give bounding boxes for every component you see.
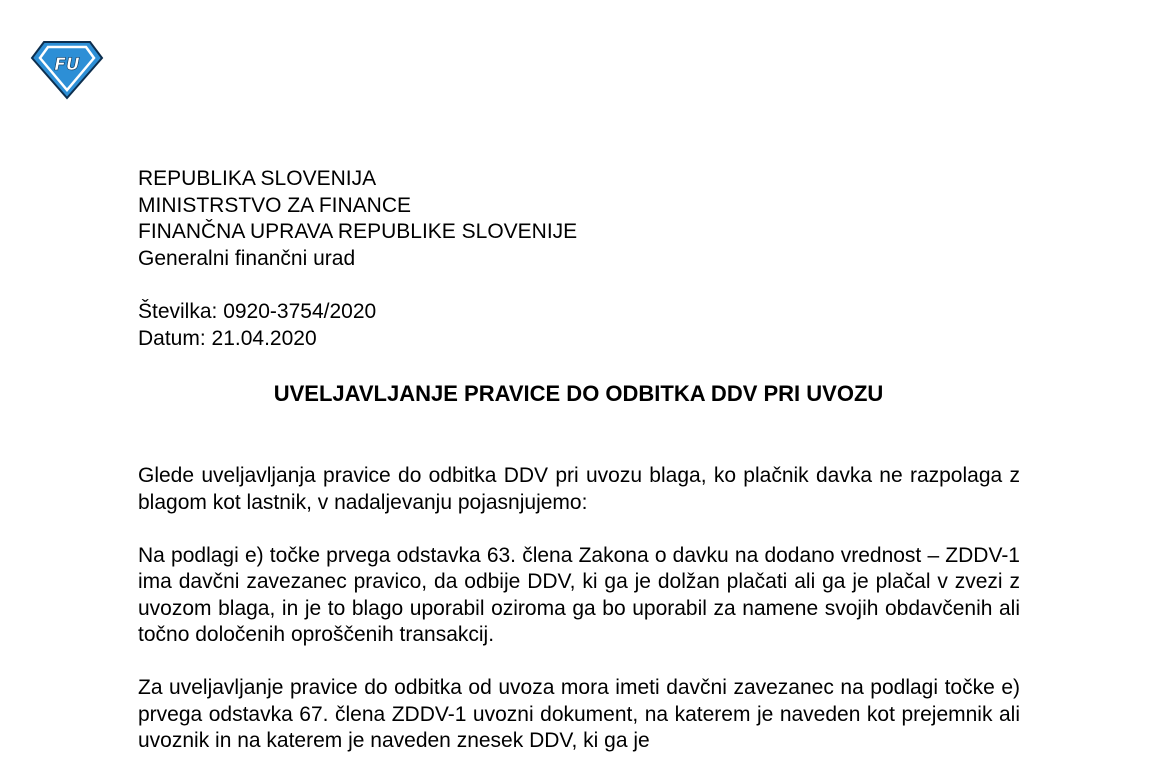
logo-text: FU: [54, 55, 80, 75]
header-line-office: Generalni finančni urad: [138, 246, 356, 270]
header-line-country: REPUBLIKA SLOVENIJA: [138, 167, 377, 190]
body-paragraph-requirements: Za uveljavljanje pravice do odbitka od uvoza mora imeti davčni zavezanec na podlagi točke e) prvega odstavka 67. člena ZDDV-1 uvozni dokument, na katerem je naveden kot prejemnik ali uvoznik in na katerem je naveden znesek DDV, ki ga je: [138, 676, 1020, 752]
document-title: UVELJAVLJANJE PRAVICE DO ODBITKA DDV PRI UVOZU: [273, 381, 884, 406]
body-paragraph-legal-basis: Na podlagi e) točke prvega odstavka 63. člena Zakona o davku na dodano vrednost – ZDDV-1 ima davčni zavezanec pravico, da odbije DDV, ki ga je dolžan plačati ali ga je plačal v zvezi z uvozom blaga, in je to blago uporabil oziroma ga bo uporabil za namene svojih obdavčenih ali točno določenih oproščenih transakcij.: [138, 543, 1020, 646]
institution-header: [138, 166, 577, 272]
document-body: [138, 463, 1020, 781]
fu-diamond-logo-icon: [30, 40, 104, 100]
header-line-administration: FINANČNA UPRAVA REPUBLIKE SLOVENIJE: [138, 220, 578, 243]
document-meta: [138, 299, 376, 352]
document-date: Datum: 21.04.2020: [138, 326, 317, 350]
header-line-ministry: MINISTRSTVO ZA FINANCE: [138, 193, 412, 217]
fu-logo: [30, 40, 104, 100]
document-number: Številka: 0920-3754/2020: [138, 300, 377, 323]
body-paragraph-intro: Glede uveljavljanja pravice do odbitka DDV pri uvozu blaga, ko plačnik davka ne razpolaga z blagom kot lastnik, v nadaljevanju pojasnjujemo:: [138, 464, 1020, 514]
